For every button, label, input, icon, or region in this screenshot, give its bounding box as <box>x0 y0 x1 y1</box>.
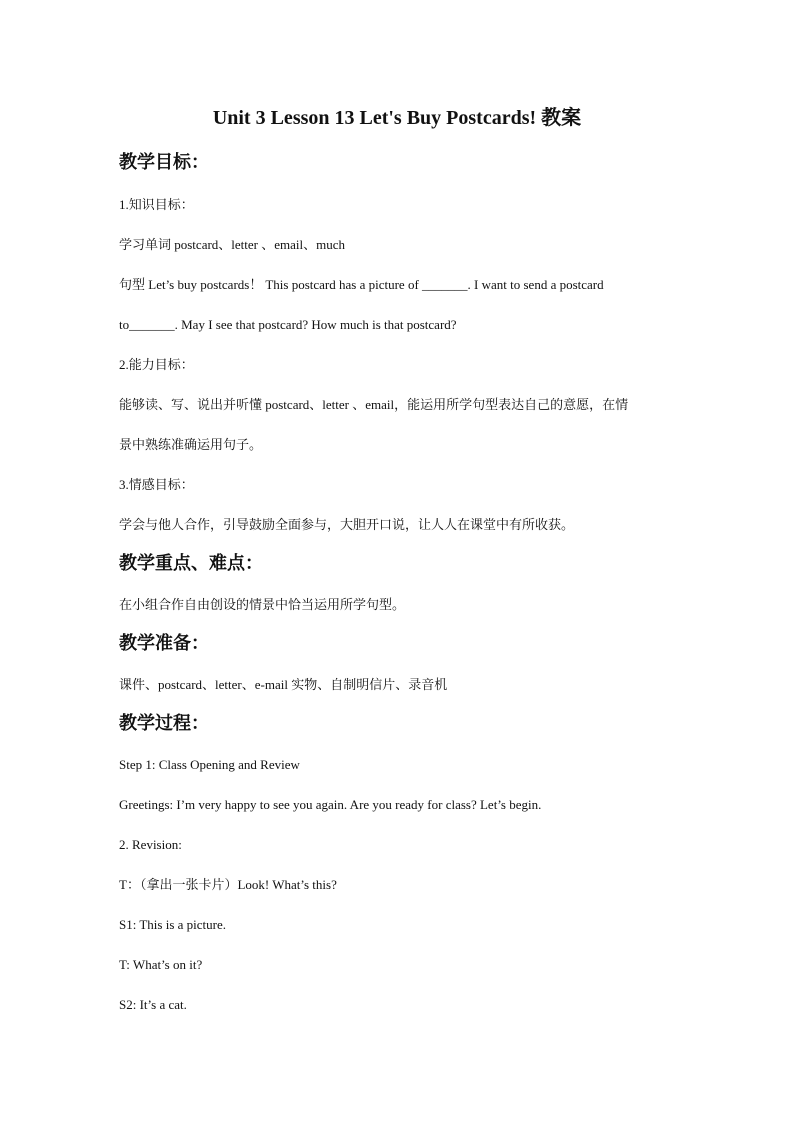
document-title: Unit 3 Lesson 13 Let's Buy Postcards! 教案 <box>212 107 582 129</box>
greetings-line: Greetings: I’m very happy to see you again. Are you ready for class? Let’s begin. <box>119 797 542 812</box>
dialogue-line: T：（拿出一张卡片）Look! What’s this? <box>119 877 337 892</box>
preparation-heading: 教学准备： <box>119 633 209 653</box>
dialogue-line: T: What’s on it? <box>119 957 203 972</box>
key-points-line: 在小组合作自由创设的情景中恰当运用所学句型。 <box>119 597 406 612</box>
objectives-heading: 教学目标： <box>119 152 209 172</box>
emotion-objective-label: 3.情感目标： <box>119 477 194 492</box>
ability-objective-line-2: 景中熟练准确运用句子。 <box>119 437 263 452</box>
preparation-line: 课件、postcard、letter、e-mail 实物、自制明信片、录音机 <box>119 677 448 692</box>
key-points-heading: 教学重点、难点： <box>119 553 263 573</box>
sentence-pattern-line-1: 句型 Let’s buy postcards！ This postcard has a picture of _______. I want to send a postcard <box>119 277 604 292</box>
ability-objective-line-1: 能够读、写、说出并听懂 postcard、letter 、email，能运用所学句型表达自己的意愿，在情 <box>119 397 629 412</box>
process-heading: 教学过程： <box>119 713 209 733</box>
knowledge-objective-label: 1.知识目标： <box>119 197 194 212</box>
vocabulary-line: 学习单词 postcard、letter 、email、much <box>119 237 346 252</box>
ability-objective-label: 2.能力目标： <box>119 357 194 372</box>
sentence-pattern-line-2: to_______. May I see that postcard? How much is that postcard? <box>119 317 457 332</box>
emotion-objective-line: 学会与他人合作，引导鼓励全面参与，大胆开口说，让人人在课堂中有所收获。 <box>119 517 575 532</box>
dialogue-line: S2: It’s a cat. <box>119 997 187 1012</box>
revision-line: 2. Revision: <box>119 837 182 852</box>
step-1-line: Step 1: Class Opening and Review <box>119 757 300 772</box>
dialogue-line: S1: This is a picture. <box>119 917 227 932</box>
